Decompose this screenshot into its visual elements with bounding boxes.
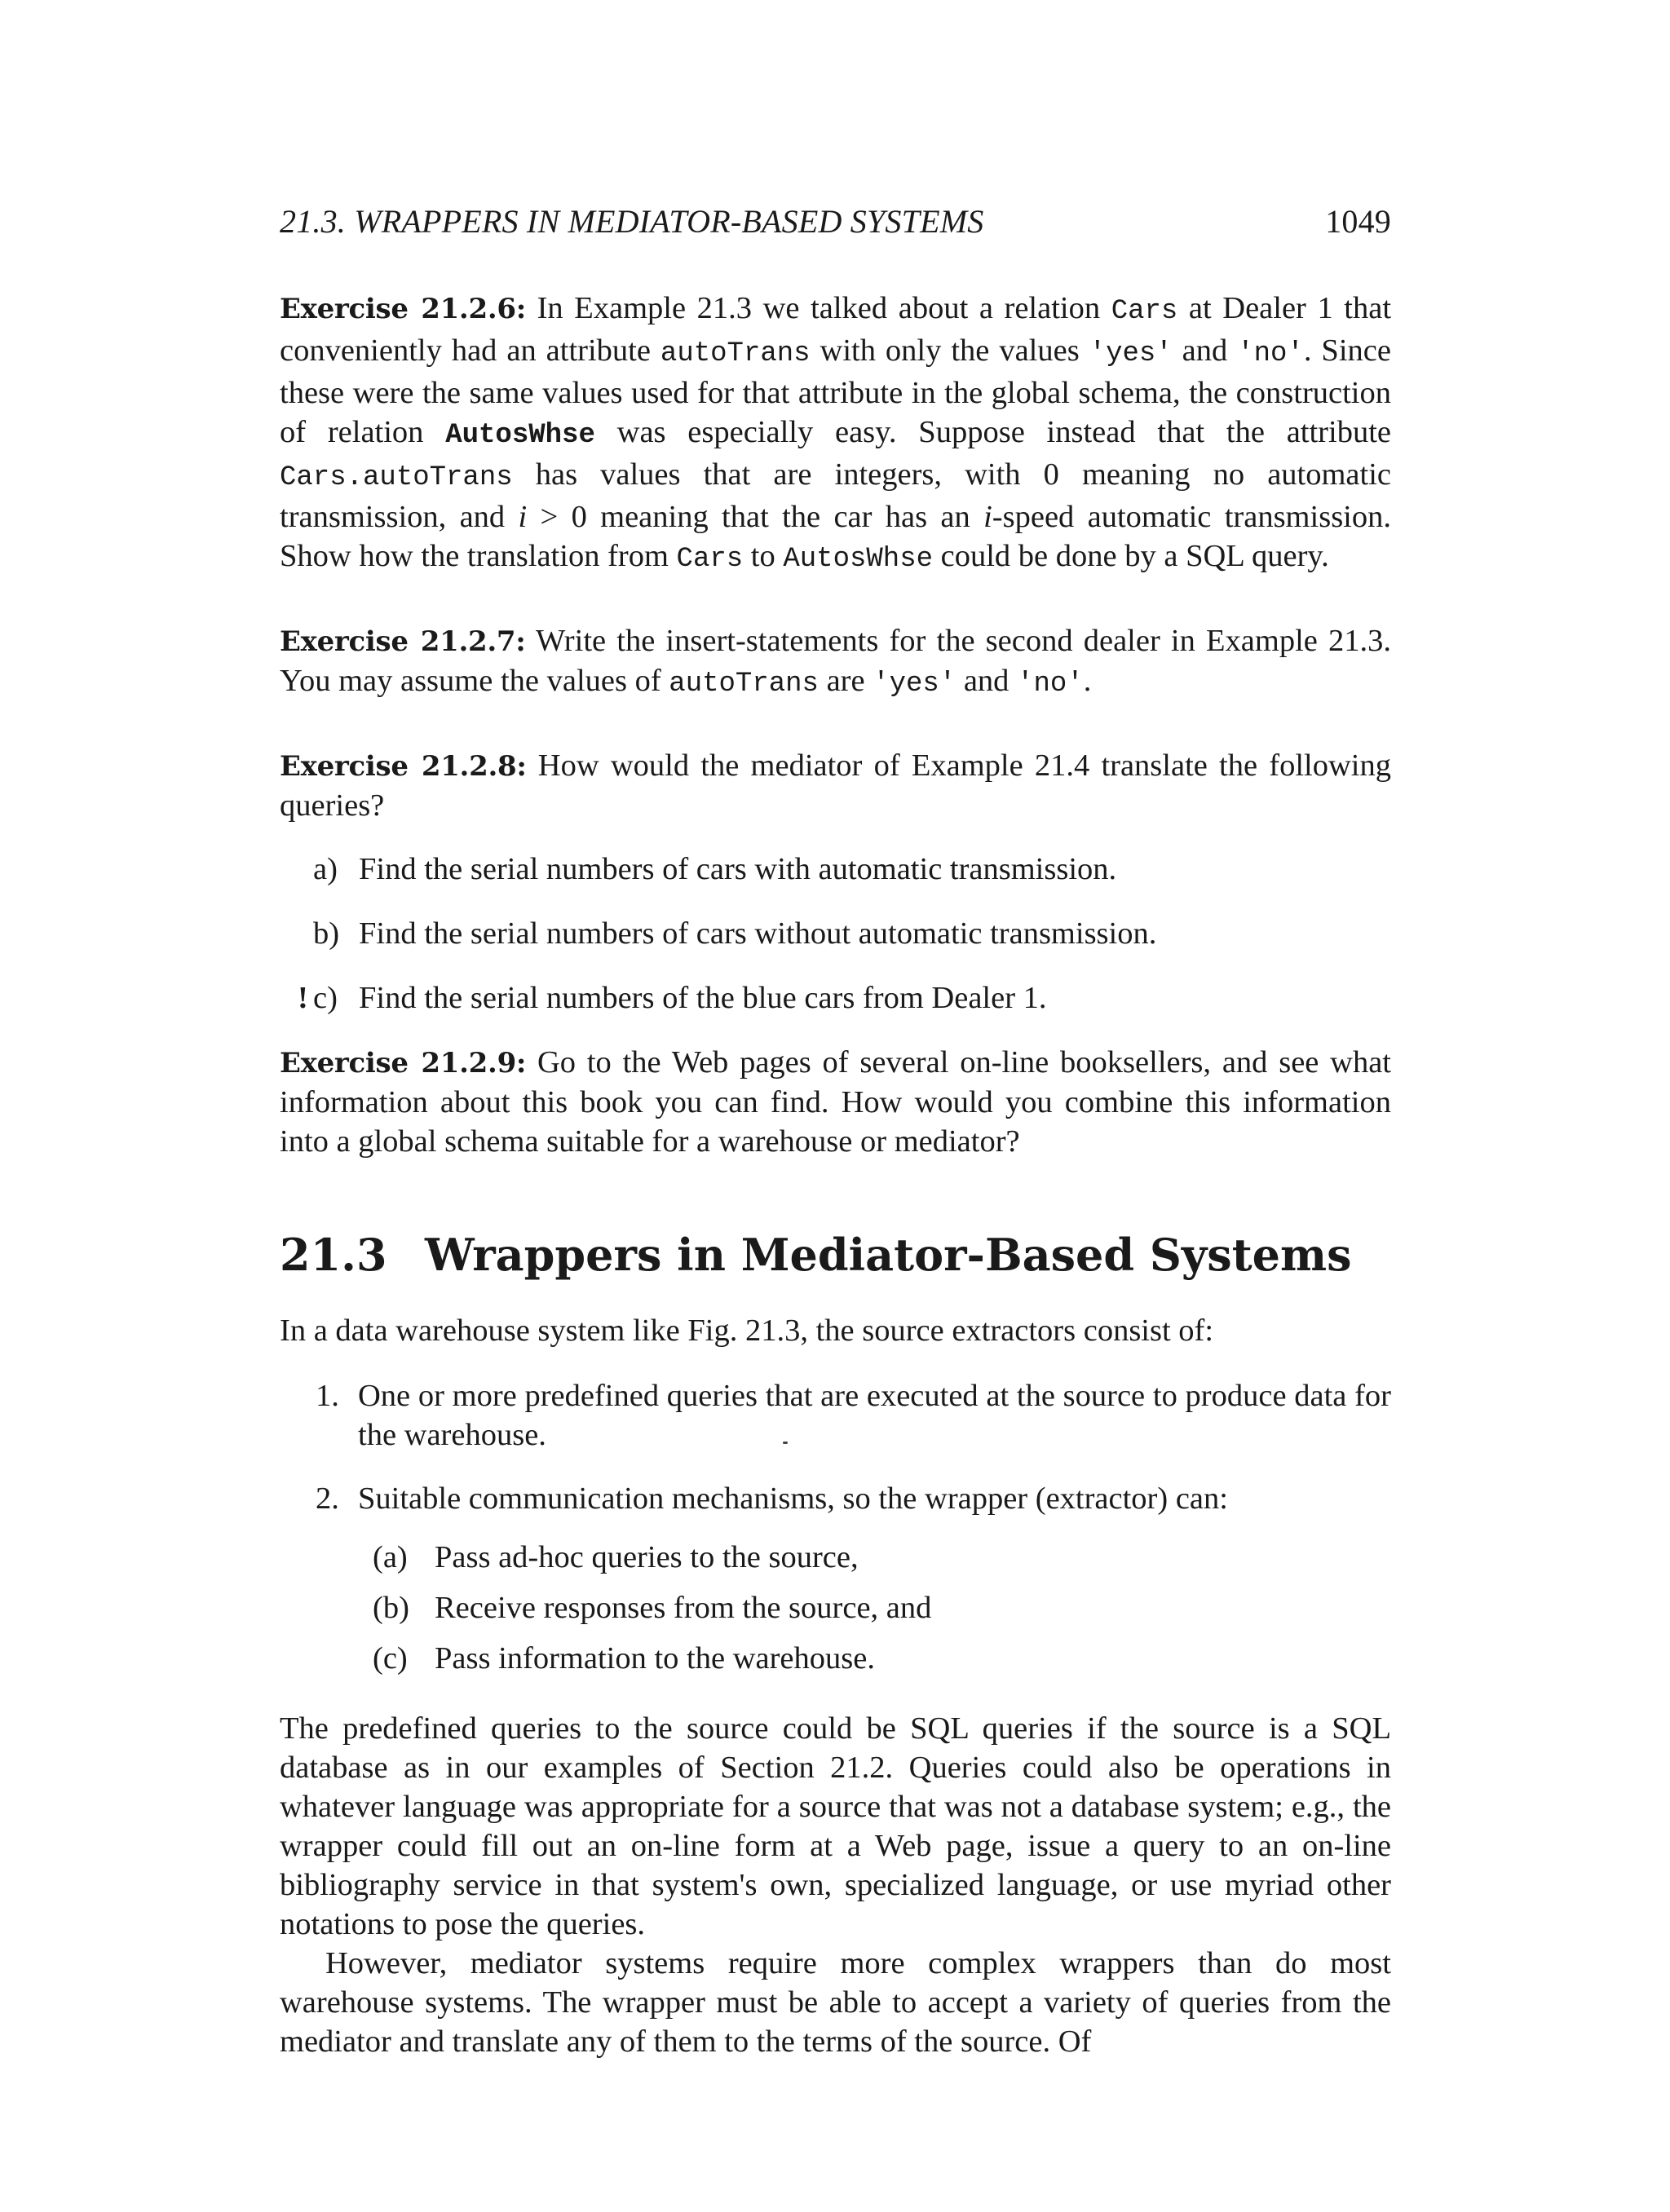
math-i: i (518, 500, 528, 534)
list-text: Find the serial numbers of cars with automatic transmission. (359, 852, 1117, 886)
exercise-label: Exercise 21.2.6: (280, 293, 526, 325)
list-item (280, 1479, 1391, 1518)
code-no: 'no' (1017, 669, 1084, 700)
section-heading (280, 1226, 1391, 1283)
exercise-label: Exercise 21.2.7: (280, 625, 526, 658)
exercise-label: Exercise 21.2.8: (280, 750, 527, 783)
text-run: could be done by a SQL query. (933, 539, 1329, 573)
exercise-21-2-8 (280, 746, 1391, 825)
body-paragraph: The predefined queries to the source could be SQL queries if the source is a SQL database as in our examples of Section 21.2. Queries could also be operations in whatever language was appropriate for a source that was not a database system; e.g., the wrapper could fill out an on-line form at a Web page, issue a query to an on-line bibliography service in that system's own, specialized language, or use myriad other notations to pose the queries. (280, 1711, 1391, 1941)
text-run: and (956, 664, 1018, 698)
list-text: One or more predefined queries that are executed at the source to produce data for the warehouse. (358, 1379, 1391, 1452)
list-label: c) (313, 981, 338, 1015)
section-number: 21.3 (280, 1229, 387, 1281)
text-run: > 0 meaning that the car has an (527, 500, 984, 534)
text-run: and (1172, 333, 1238, 368)
code-cars: Cars (1111, 296, 1178, 327)
code-autotrans: autoTrans (660, 338, 811, 369)
code-yes: 'yes' (1089, 338, 1173, 369)
page-number: 1049 (1325, 203, 1391, 240)
code-autotrans: autoTrans (669, 669, 819, 700)
code-no: 'no' (1237, 338, 1304, 369)
scan-speck (783, 1442, 788, 1444)
text-run: How would the mediator of Example 21.4 translate the following queries? (280, 748, 1391, 823)
text-run: -speed automatic transmission. Show how the translation from (280, 500, 1391, 573)
math-i: i (983, 500, 992, 534)
extractor-list (280, 1376, 1391, 1518)
list-item (280, 914, 1391, 953)
list-label: (a) (373, 1540, 408, 1574)
difficulty-mark: ! (298, 981, 308, 1015)
list-text: Pass ad-hoc queries to the source, (435, 1540, 859, 1574)
code-yes: 'yes' (873, 669, 956, 700)
text-run: In Example 21.3 we talked about a relation (525, 291, 1111, 325)
exercise-21-2-7 (280, 621, 1391, 704)
text-run: at Dealer 1 that conveniently had an attribute (280, 291, 1392, 368)
query-list (280, 850, 1391, 1018)
list-label: 2. (316, 1481, 339, 1516)
list-text: Find the serial numbers of the blue cars from Dealer 1. (359, 981, 1047, 1015)
list-text: Find the serial numbers of cars without automatic transmission. (359, 916, 1157, 951)
text-run: Write the insert-statements for the second dealer in Example 21.3. You may assume the values of (280, 624, 1391, 698)
section-title: Wrappers in Mediator-Based Systems (425, 1229, 1352, 1281)
list-label: (b) (373, 1591, 409, 1625)
list-label: a) (313, 852, 338, 886)
text-run: has values that are integers, with 0 meaning no automatic transmission, and (280, 457, 1391, 534)
code-cars-autotrans: Cars.autoTrans (280, 462, 513, 493)
list-item (280, 850, 1391, 889)
book-page (280, 202, 1391, 2061)
list-item (280, 1538, 1391, 1577)
list-item (280, 978, 1391, 1018)
body-paragraph: However, mediator systems require more complex wrappers than do most warehouse systems. The wrapper must be able to accept a variety of queries from the mediator and translate any of them to the terms of the source. Of (280, 1946, 1391, 2059)
exercise-21-2-6 (280, 289, 1391, 579)
section-intro: In a data warehouse system like Fig. 21.3, the source extractors consist of: (280, 1314, 1214, 1348)
list-item (280, 1639, 1391, 1678)
running-head-title: 21.3. WRAPPERS IN MEDIATOR-BASED SYSTEMS (280, 203, 984, 240)
text-run: with only the values (810, 333, 1089, 368)
list-item (280, 1376, 1391, 1455)
text-run: to (743, 539, 784, 573)
list-label: (c) (373, 1641, 408, 1676)
list-text: Receive responses from the source, and (435, 1591, 932, 1625)
list-text: Pass information to the warehouse. (435, 1641, 875, 1676)
exercise-21-2-9 (280, 1043, 1391, 1161)
code-autoswhse: AutosWhse (445, 420, 595, 451)
text-run: . Since these were the same values used for that attribute in the global schema, the construction of relation (280, 333, 1391, 449)
text-run: . (1083, 664, 1092, 698)
code-autoswhse: AutosWhse (783, 544, 934, 575)
text-run: was especially easy. Suppose instead that the attribute (594, 415, 1391, 449)
list-label: 1. (316, 1379, 339, 1413)
exercise-label: Exercise 21.2.9: (280, 1047, 527, 1080)
running-head (280, 202, 1391, 248)
code-cars: Cars (676, 544, 744, 575)
mechanism-list (280, 1538, 1391, 1678)
text-run: Go to the Web pages of several on-line booksellers, and see what information about this book you can find. How would you combine this information into a global schema suitable for a warehouse or mediator? (280, 1045, 1392, 1159)
list-label: b) (313, 916, 340, 951)
text-run: are (818, 664, 873, 698)
list-text: Suitable communication mechanisms, so the wrapper (extractor) can: (358, 1481, 1228, 1516)
list-item (280, 1588, 1391, 1627)
